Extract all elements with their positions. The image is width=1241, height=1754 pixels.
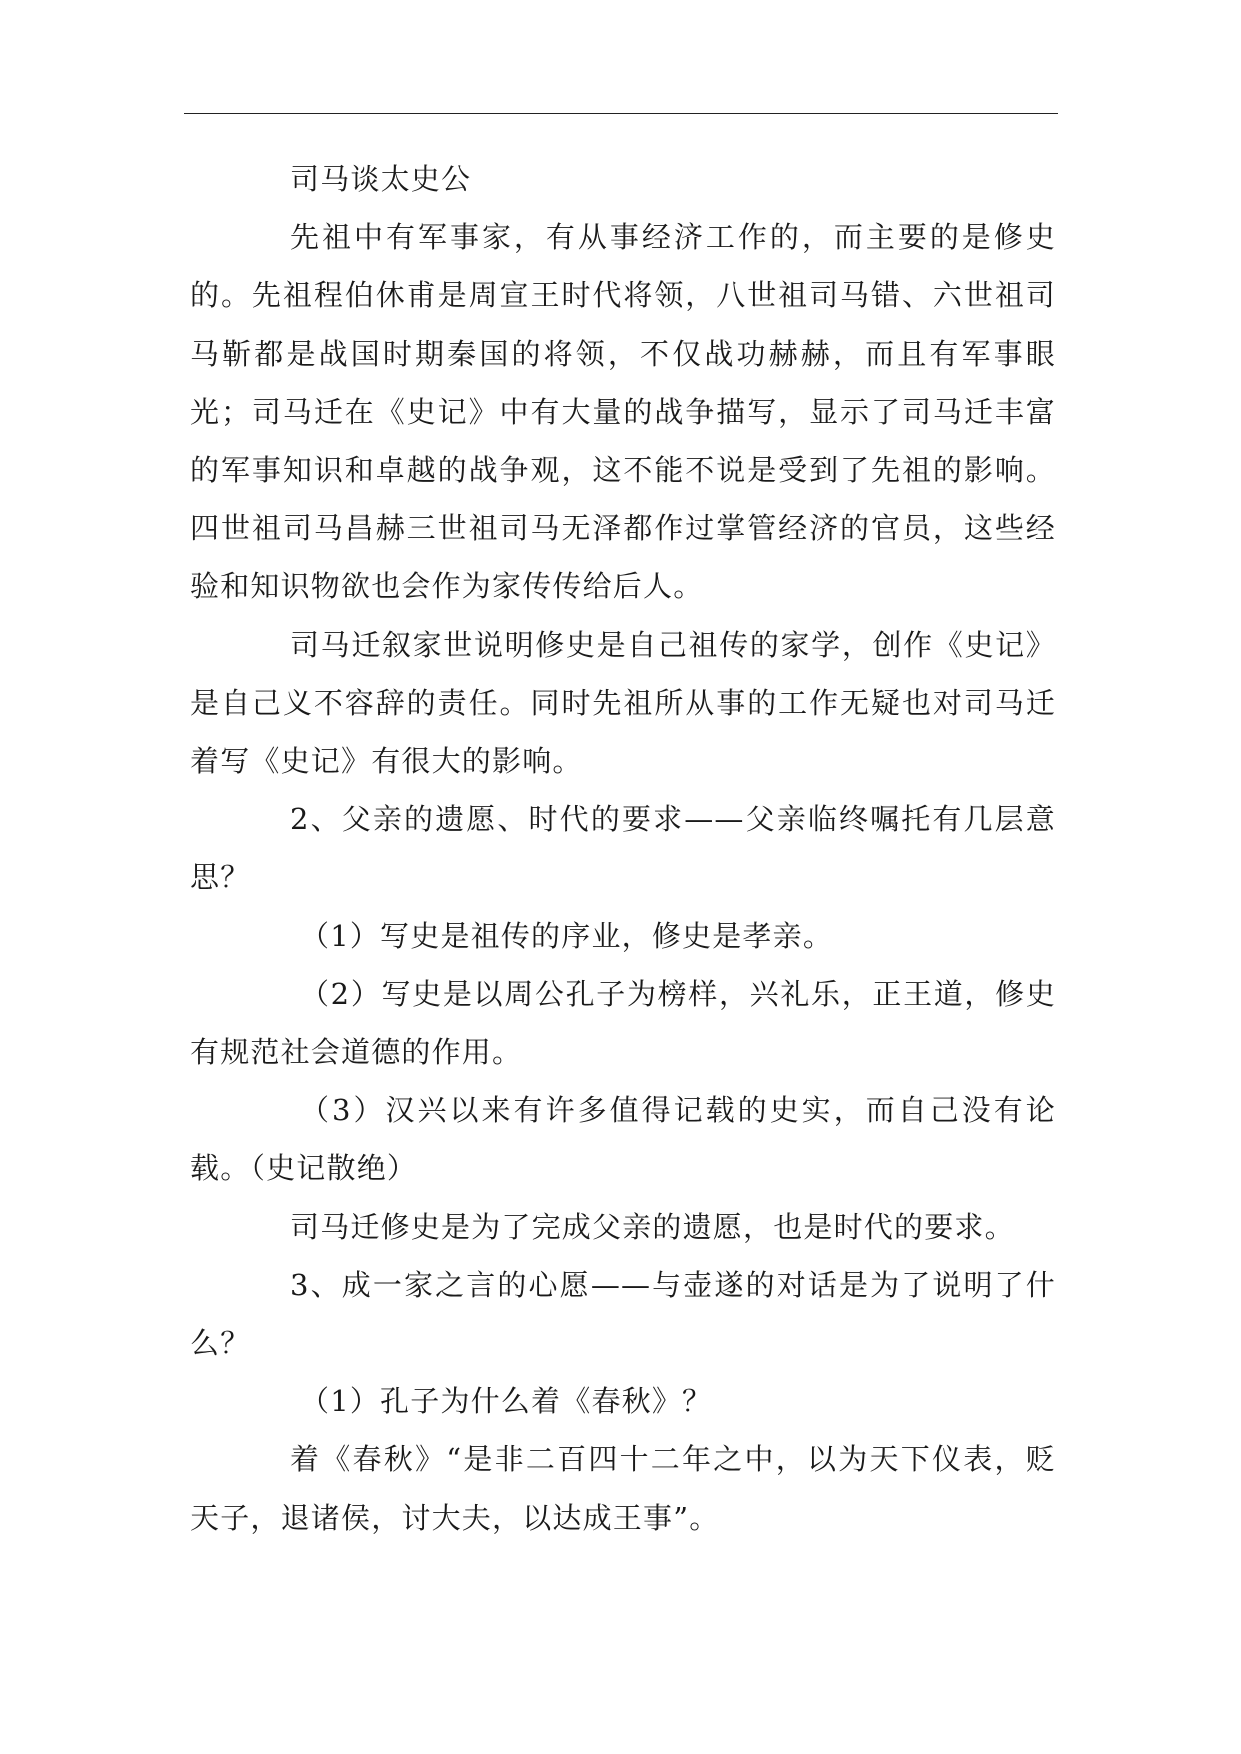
paragraph-family-history: 司马迁叙家世说明修史是自己祖传的家学，创作《史记》是自己义不容辞的责任。同时先祖所从事的工作无疑也对司马迁着写《史记》有很大的影响。: [190, 627, 1056, 779]
heading-sima-tan: 司马谈太史公: [290, 162, 472, 196]
list-item-3: （3）汉兴以来有许多值得记载的史实，而自己没有论载。（史记散绝）: [190, 1093, 1056, 1186]
header-rule: [184, 113, 1058, 114]
list-item-2: （2）写史是以周公孔子为榜样，兴礼乐，正王道，修史有规范社会道德的作用。: [190, 976, 1056, 1070]
section-heading-2: 2、父亲的遗愿、时代的要求——父亲临终嘱托有几层意思？: [190, 802, 1056, 895]
section-heading-3: 3、成一家之言的心愿——与壶遂的对话是为了说明了什么？: [190, 1267, 1056, 1361]
list-item-question: （1）孔子为什么着《春秋》？: [300, 1384, 713, 1419]
paragraph-chunqiu-quote: 着《春秋》“是非二百四十二年之中，以为天下仪表，贬天子，退诸侯，讨大夫，以达成王事”。: [190, 1442, 1056, 1535]
list-item-1: （1）写史是祖传的序业，修史是孝亲。: [300, 918, 834, 953]
document-body: [190, 150, 1056, 1547]
paragraph-ancestors: 先祖中有军事家，有从事经济工作的，而主要的是修史的。先祖程伯休甫是周宣王时代将领，八世祖司马错、六世祖司马靳都是战国时期秦国的将领，不仅战功赫赫，而且有军事眼光；司马迁在《史记》中有大量的战争描写，显示了司马迁丰富的军事知识和卓越的战争观，这不能不说是受到了先祖的影响。四世祖司马昌赫三世祖司马无泽都作过掌管经济的官员，这些经验和知识物欲也会作为家传传给后人。: [190, 220, 1056, 604]
paragraph-conclusion: 司马迁修史是为了完成父亲的遗愿，也是时代的要求。: [290, 1209, 1015, 1244]
